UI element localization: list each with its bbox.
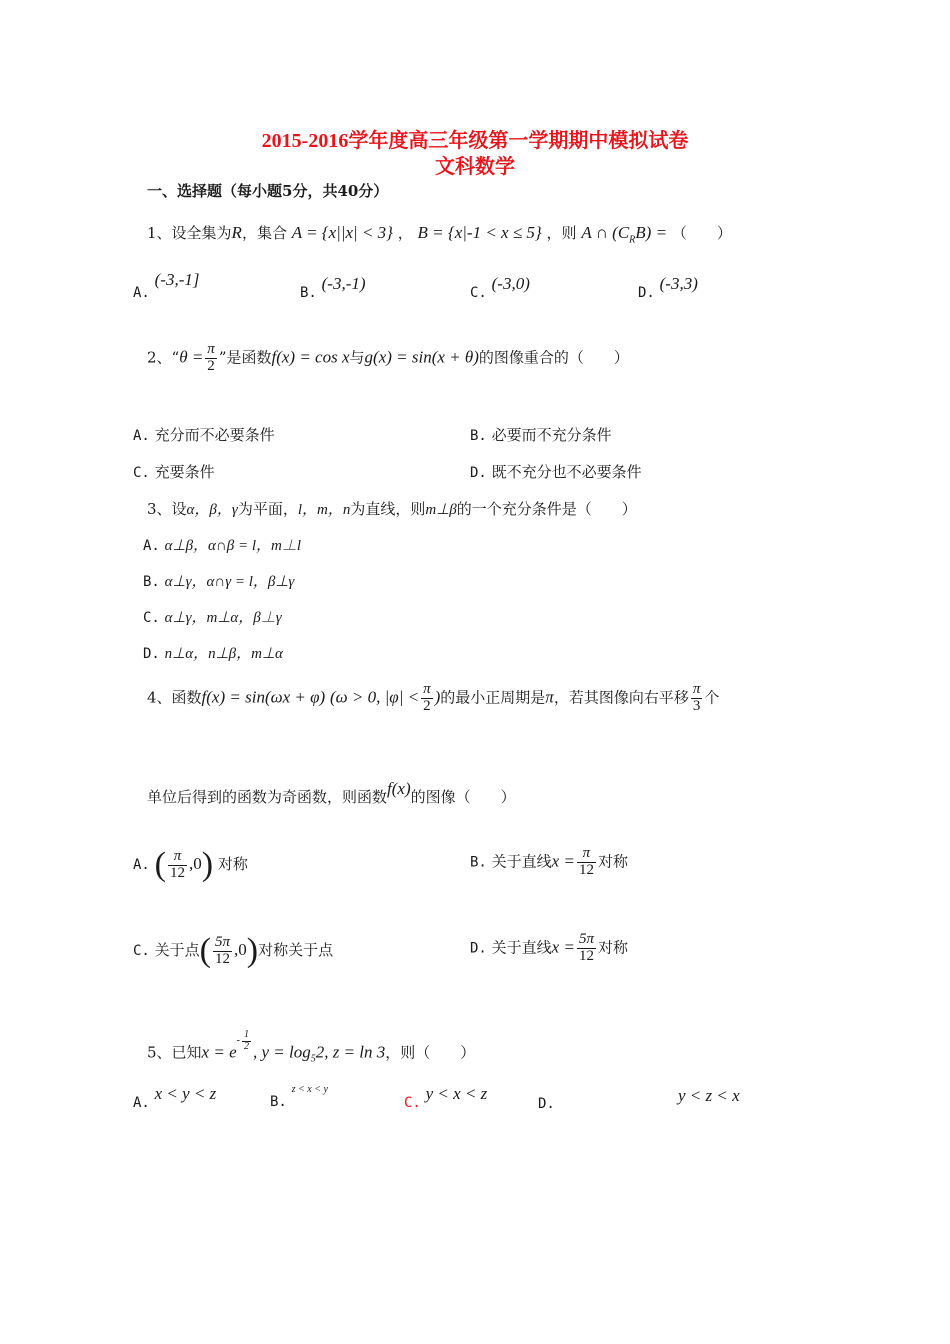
set-a: A = {x||x| < 3} (291, 223, 393, 242)
q2-option-c: C. 充要条件 (133, 463, 215, 481)
q3-option-c: C. α⊥γ，m⊥α，β⊥γ (143, 610, 282, 626)
q5-option-d-label: D. (538, 1096, 555, 1112)
question-1-stem: 1、设全集为R，集合 A = {x||x| < 3} ， B = {x|-1 < x ≤ 5} ，则 A ∩ $(C_RB)$ = （ ） (147, 223, 732, 246)
question-2-stem: 2、“θ = $\frac{\pi}{2}$ ”是函数f(x) = cos x与g(x) = sin(x + θ)的图像重合的（ ） (147, 341, 629, 374)
exam-subtitle: 文科数学 (435, 156, 515, 178)
q2-option-d: D. 既不充分也不必要条件 (470, 463, 642, 481)
section-heading: 一、选择题（每小题5分，共40分） (147, 182, 389, 200)
question-4-line2: 单位后得到的函数为奇函数，则函数f(x)的图像（ ） (147, 779, 516, 806)
q1-option-b: B. (-3,-1) (300, 274, 366, 301)
q3-option-d: D. n⊥α，n⊥β，m⊥α (143, 646, 283, 662)
q4-option-a: A. ( $\frac{\pi}{12}$ ,0) 对称 (133, 846, 248, 883)
question-5-stem: 5、已知$x = e^{- \frac{1}{2}}$ , $y = \log_52$, z = ln 3，则（ ） (147, 1029, 476, 1065)
question-4-stem: 4、函数f(x) = sin(ωx + φ) (ω > 0, |φ| < $\frac{\pi}{2}$ )的最小正周期是π，若其图像向右平移 $\frac{\pi}{3}$ 个 (147, 681, 720, 714)
q4-option-c: C. 关于点( $\frac{5\pi}{12}$ ,0)对称关于点 (133, 932, 334, 969)
q4-option-b: B. 关于直线x = $\frac{\pi}{12}$ 对称 (470, 845, 628, 878)
q5-option-a: A. x < y < z (133, 1084, 217, 1111)
q4-option-d: D. 关于直线x = $\frac{5\pi}{12}$ 对称 (470, 931, 628, 964)
q2-option-a: A. 充分而不必要条件 (133, 426, 275, 444)
q3-option-b: B. α⊥γ，α∩γ = l，β⊥γ (143, 574, 295, 590)
q1-option-c: C. (-3,0) (470, 274, 530, 301)
set-b: B = {x|-1 < x ≤ 5} (417, 223, 542, 242)
q1-option-a: A. (-3,-1] (133, 270, 200, 301)
q1-option-d: D. (-3,3) (638, 274, 698, 301)
q5-option-b: B. $^{z < x < y}$ (270, 1084, 328, 1110)
q5-option-c: C. y < x < z (404, 1084, 488, 1111)
complement-expression: A ∩ $(C_RB)$ = (581, 223, 668, 246)
q3-option-a: A. α⊥β，α∩β = l，m⊥l (143, 538, 302, 554)
q5-option-d-value: y < z < x (678, 1086, 740, 1105)
exam-title: 2015-2016学年度高三年级第一学期期中模拟试卷 (261, 130, 689, 152)
question-3-stem: 3、设α，β，γ为平面，l，m，n为直线，则m⊥β的一个充分条件是（ ） (147, 500, 637, 518)
q2-option-b: B. 必要而不充分条件 (470, 426, 612, 444)
